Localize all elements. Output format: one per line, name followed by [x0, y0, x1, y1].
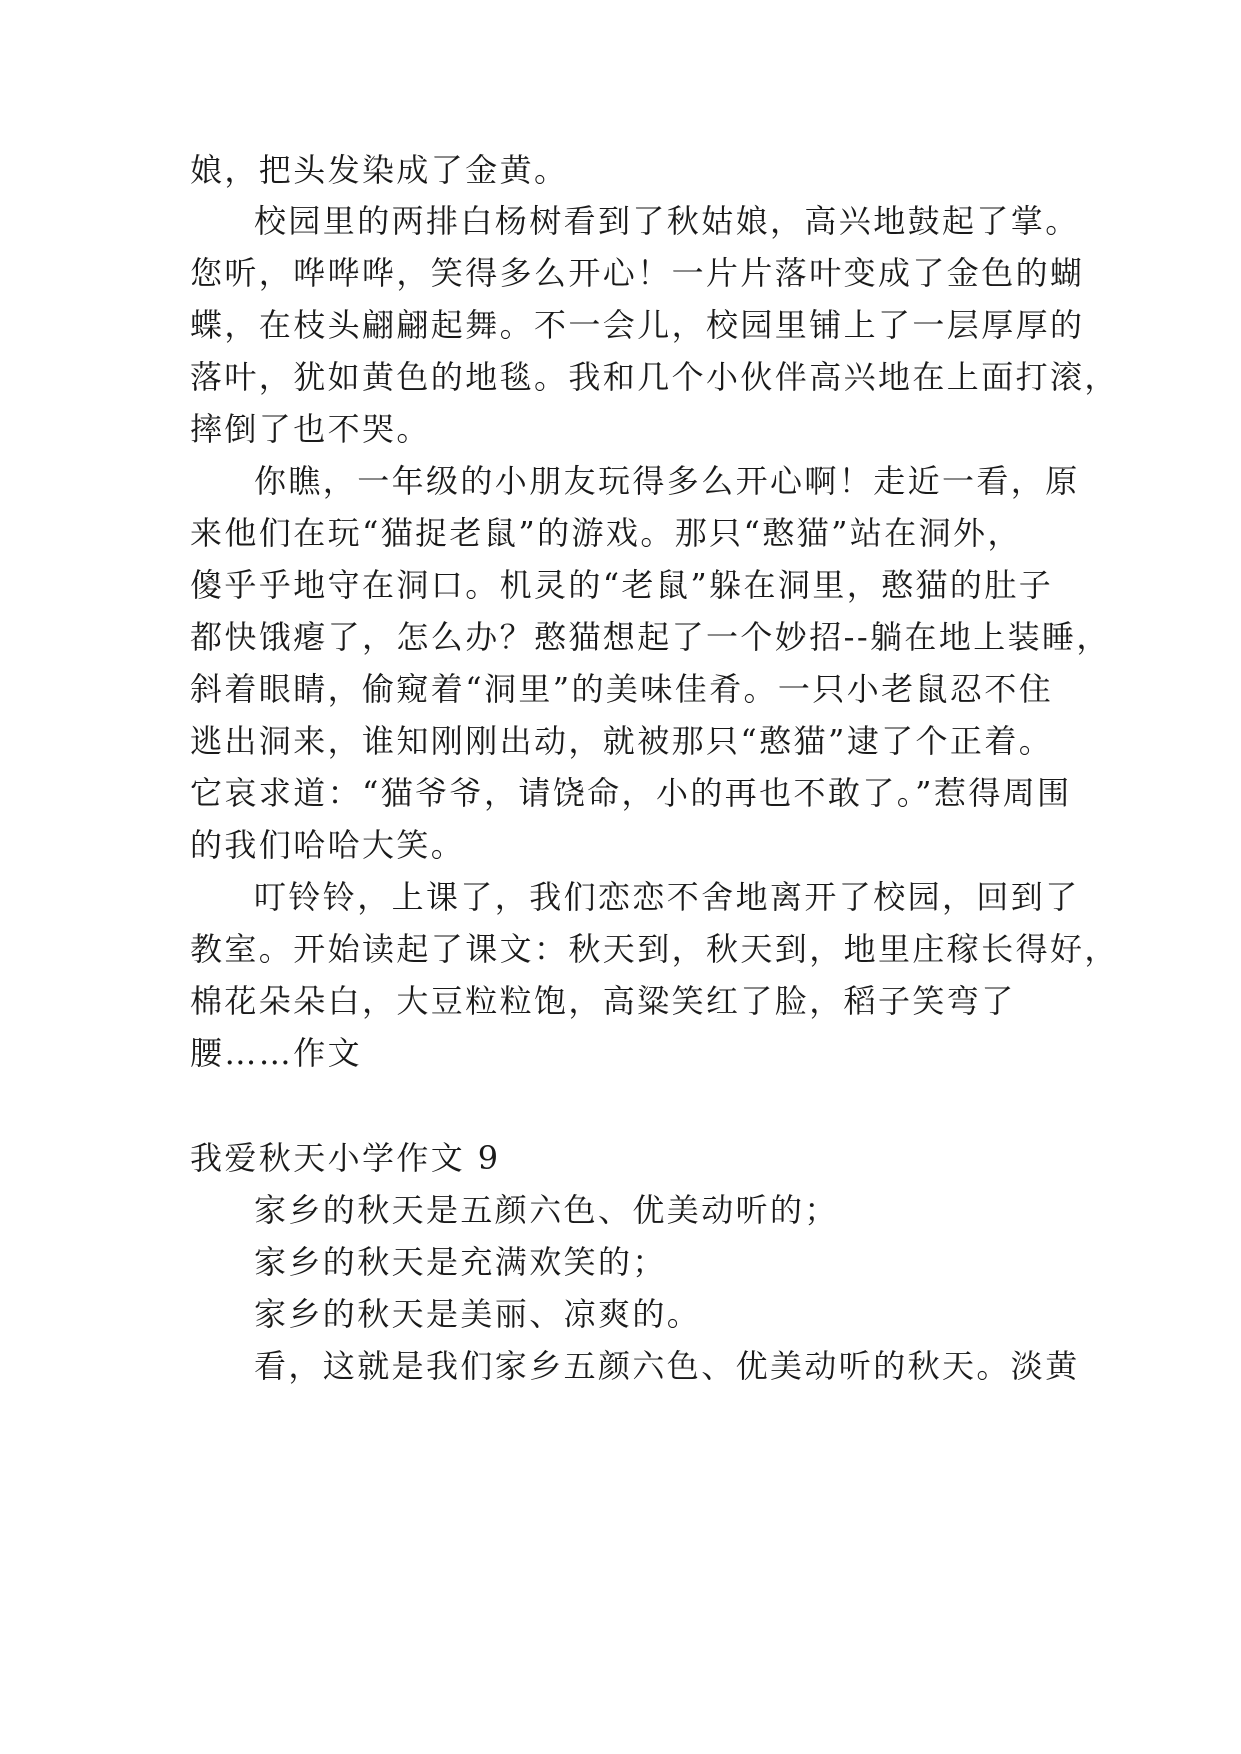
text-line: 落叶，犹如黄色的地毯。我和几个小伙伴高兴地在上面打滚， — [190, 358, 1119, 396]
text-line: 腰……作文 — [190, 1034, 363, 1072]
paragraph-start-line: 校园里的两排白杨树看到了秋姑娘，高兴地鼓起了掌。 — [254, 202, 1080, 240]
paragraph-start-line: 你瞧，一年级的小朋友玩得多么开心啊！走近一看，原 — [254, 462, 1080, 500]
text-line: 娘，把头发染成了金黄。 — [190, 151, 569, 189]
paragraph-start-line: 看，这就是我们家乡五颜六色、优美动听的秋天。淡黄 — [254, 1347, 1080, 1385]
text-line: 教室。开始读起了课文：秋天到，秋天到，地里庄稼长得好， — [190, 930, 1119, 968]
section-heading: 我爱秋天小学作文 9 — [190, 1139, 501, 1177]
text-line: 来他们在玩“猫捉老鼠”的游戏。那只“憨猫”站在洞外， — [190, 514, 1022, 552]
text-line: 的我们哈哈大笑。 — [190, 826, 466, 864]
paragraph-start-line: 家乡的秋天是五颜六色、优美动听的； — [254, 1191, 839, 1229]
text-line: 蝶，在枝头翩翩起舞。不一会儿，校园里铺上了一层厚厚的 — [190, 306, 1085, 344]
paragraph-start-line: 叮铃铃，上课了，我们恋恋不舍地离开了校园，回到了 — [254, 878, 1080, 916]
text-line: 逃出洞来，谁知刚刚出动，就被那只“憨猫”逮了个正着。 — [190, 722, 1054, 760]
text-line: 摔倒了也不哭。 — [190, 410, 431, 448]
text-line: 您听，哗哗哗，笑得多么开心！一片片落叶变成了金色的蝴 — [190, 254, 1085, 292]
text-line: 都快饿瘪了，怎么办？憨猫想起了一个妙招--躺在地上装睡， — [190, 618, 1111, 656]
text-line: 傻乎乎地守在洞口。机灵的“老鼠”躲在洞里，憨猫的肚子 — [190, 566, 1054, 604]
text-line: 棉花朵朵白，大豆粒粒饱，高粱笑红了脸，稻子笑弯了 — [190, 982, 1016, 1020]
text-line: 它哀求道：“猫爷爷，请饶命，小的再也不敢了。”惹得周围 — [190, 774, 1072, 812]
text-line: 斜着眼睛，偷窥着“洞里”的美味佳肴。一只小老鼠忍不住 — [190, 670, 1054, 708]
paragraph-start-line: 家乡的秋天是美丽、凉爽的。 — [254, 1295, 702, 1333]
paragraph-start-line: 家乡的秋天是充满欢笑的； — [254, 1243, 667, 1281]
